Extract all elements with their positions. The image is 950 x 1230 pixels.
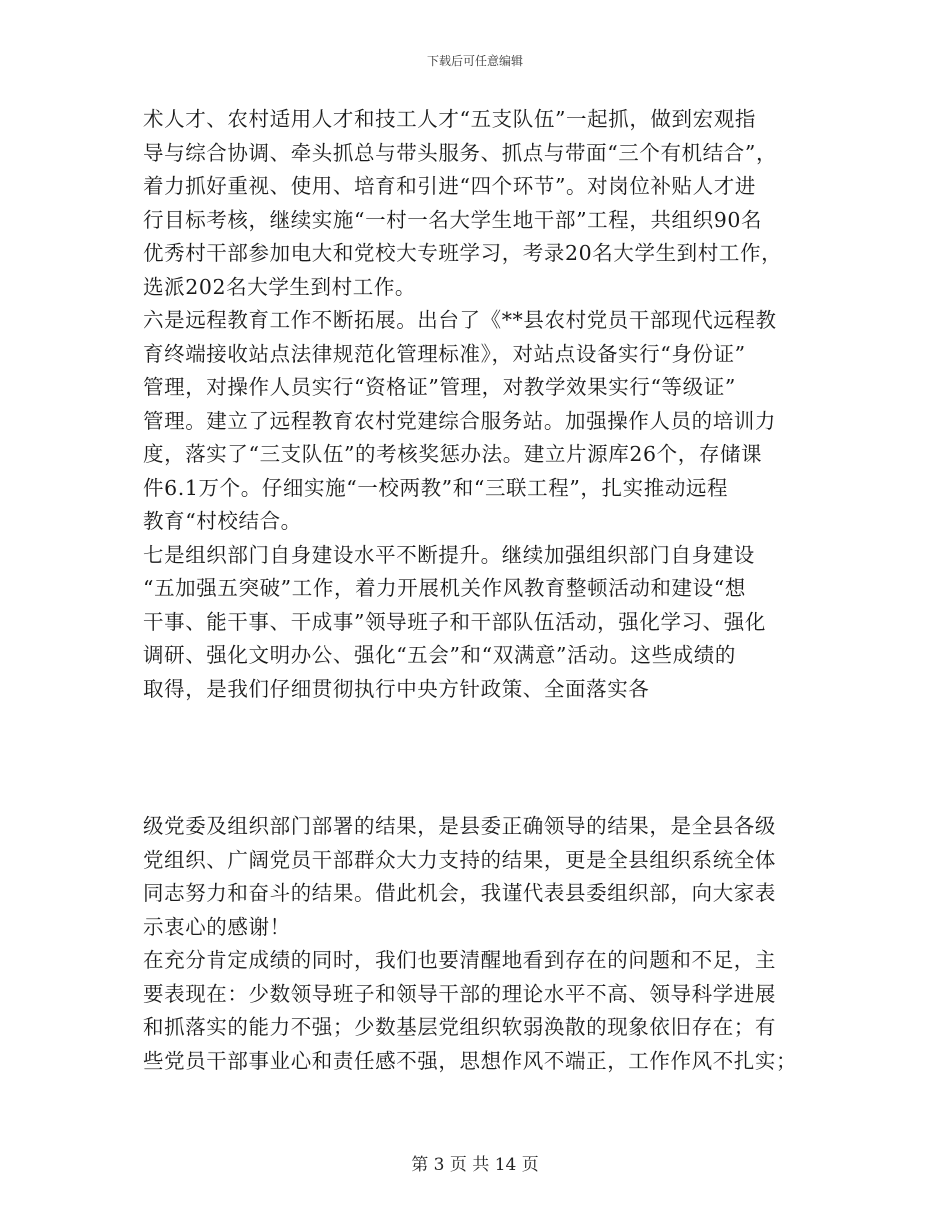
text-line: 取得，是我们仔细贯彻执行中央方针政策、全面落实各	[143, 676, 650, 701]
text-line: 六是远程教育工作不断拓展。出台了《**县农村党员干部现代远程教	[143, 308, 777, 332]
text-line: 调研、强化文明办公、强化“五会”和“双满意”活动。这些成绩的	[143, 643, 736, 667]
text-line: 管理。建立了远程教育农村党建综合服务站。加强操作人员的培训力	[143, 408, 776, 433]
text-line: 术人才、农村适用人才和技工人才“五支队伍”一起抓，做到宏观指	[143, 107, 756, 131]
text-line: 件6.1万个。仔细实施“一校两教”和“三联工程”，扎实推动远程	[143, 475, 729, 500]
text-line: 育终端接收站点法律规范化管理标准》，对站点设备实行“身份证”	[143, 341, 746, 366]
text-line: 导与综合协调、牵头抓总与带头服务、抓点与带面“三个有机结合”，	[143, 140, 778, 165]
text-line: “五加强五突破”工作，着力开展机关作风教育整顿活动和建设“想	[143, 576, 746, 600]
text-line: 党组织、广阔党员干部群众大力支持的结果，更是全县组织系统全体	[143, 847, 776, 872]
text-line: 在充分肯定成绩的同时，我们也要清醒地看到存在的问题和不足，主	[143, 948, 776, 972]
text-line: 干事、能干事、干成事”领导班子和干部队伍活动，强化学习、强化	[143, 609, 766, 634]
text-line: 度，落实了“三支队伍”的考核奖惩办法。建立片源库26个，存储课	[143, 442, 763, 466]
text-line: 选派202名大学生到村工作。	[143, 274, 417, 299]
page-footer: 第 3 页 共 14 页	[411, 1155, 539, 1175]
page-header: 下载后可任意编辑	[426, 54, 523, 68]
text-line: 七是组织部门自身建设水平不断提升。继续加强组织部门自身建设	[143, 542, 755, 567]
text-line: 管理，对操作人员实行“资格证”管理，对教学效果实行“等级证”	[143, 375, 736, 399]
text-line: 些党员干部事业心和责任感不强，思想作风不端正，工作作风不扎实；	[143, 1048, 798, 1073]
text-line: 同志努力和奋斗的结果。借此机会，我谨代表县委组织部，向大家表	[143, 881, 776, 905]
text-block-2	[143, 810, 803, 1078]
text-line: 教育“村校结合。	[143, 509, 302, 533]
text-line: 行目标考核，继续实施“一村一名大学生地干部”工程，共组织90名	[143, 207, 763, 232]
text-line: 要表现在：少数领导班子和领导干部的理论水平不高、领导科学进展	[143, 981, 776, 1006]
text-line: 着力抓好重视、使用、培育和引进“四个环节”。对岗位补贴人才进	[143, 174, 756, 198]
text-line: 级党委及组织部门部署的结果，是县委正确领导的结果，是全县各级	[143, 814, 776, 838]
text-line: 示衷心的感谢！	[143, 914, 291, 939]
text-block-1	[143, 103, 803, 706]
text-line: 优秀村干部参加电大和党校大专班学习，考录20名大学生到村工作，	[143, 241, 783, 265]
text-line: 和抓落实的能力不强；少数基层党组织软弱涣散的现象依旧存在；有	[143, 1015, 776, 1039]
